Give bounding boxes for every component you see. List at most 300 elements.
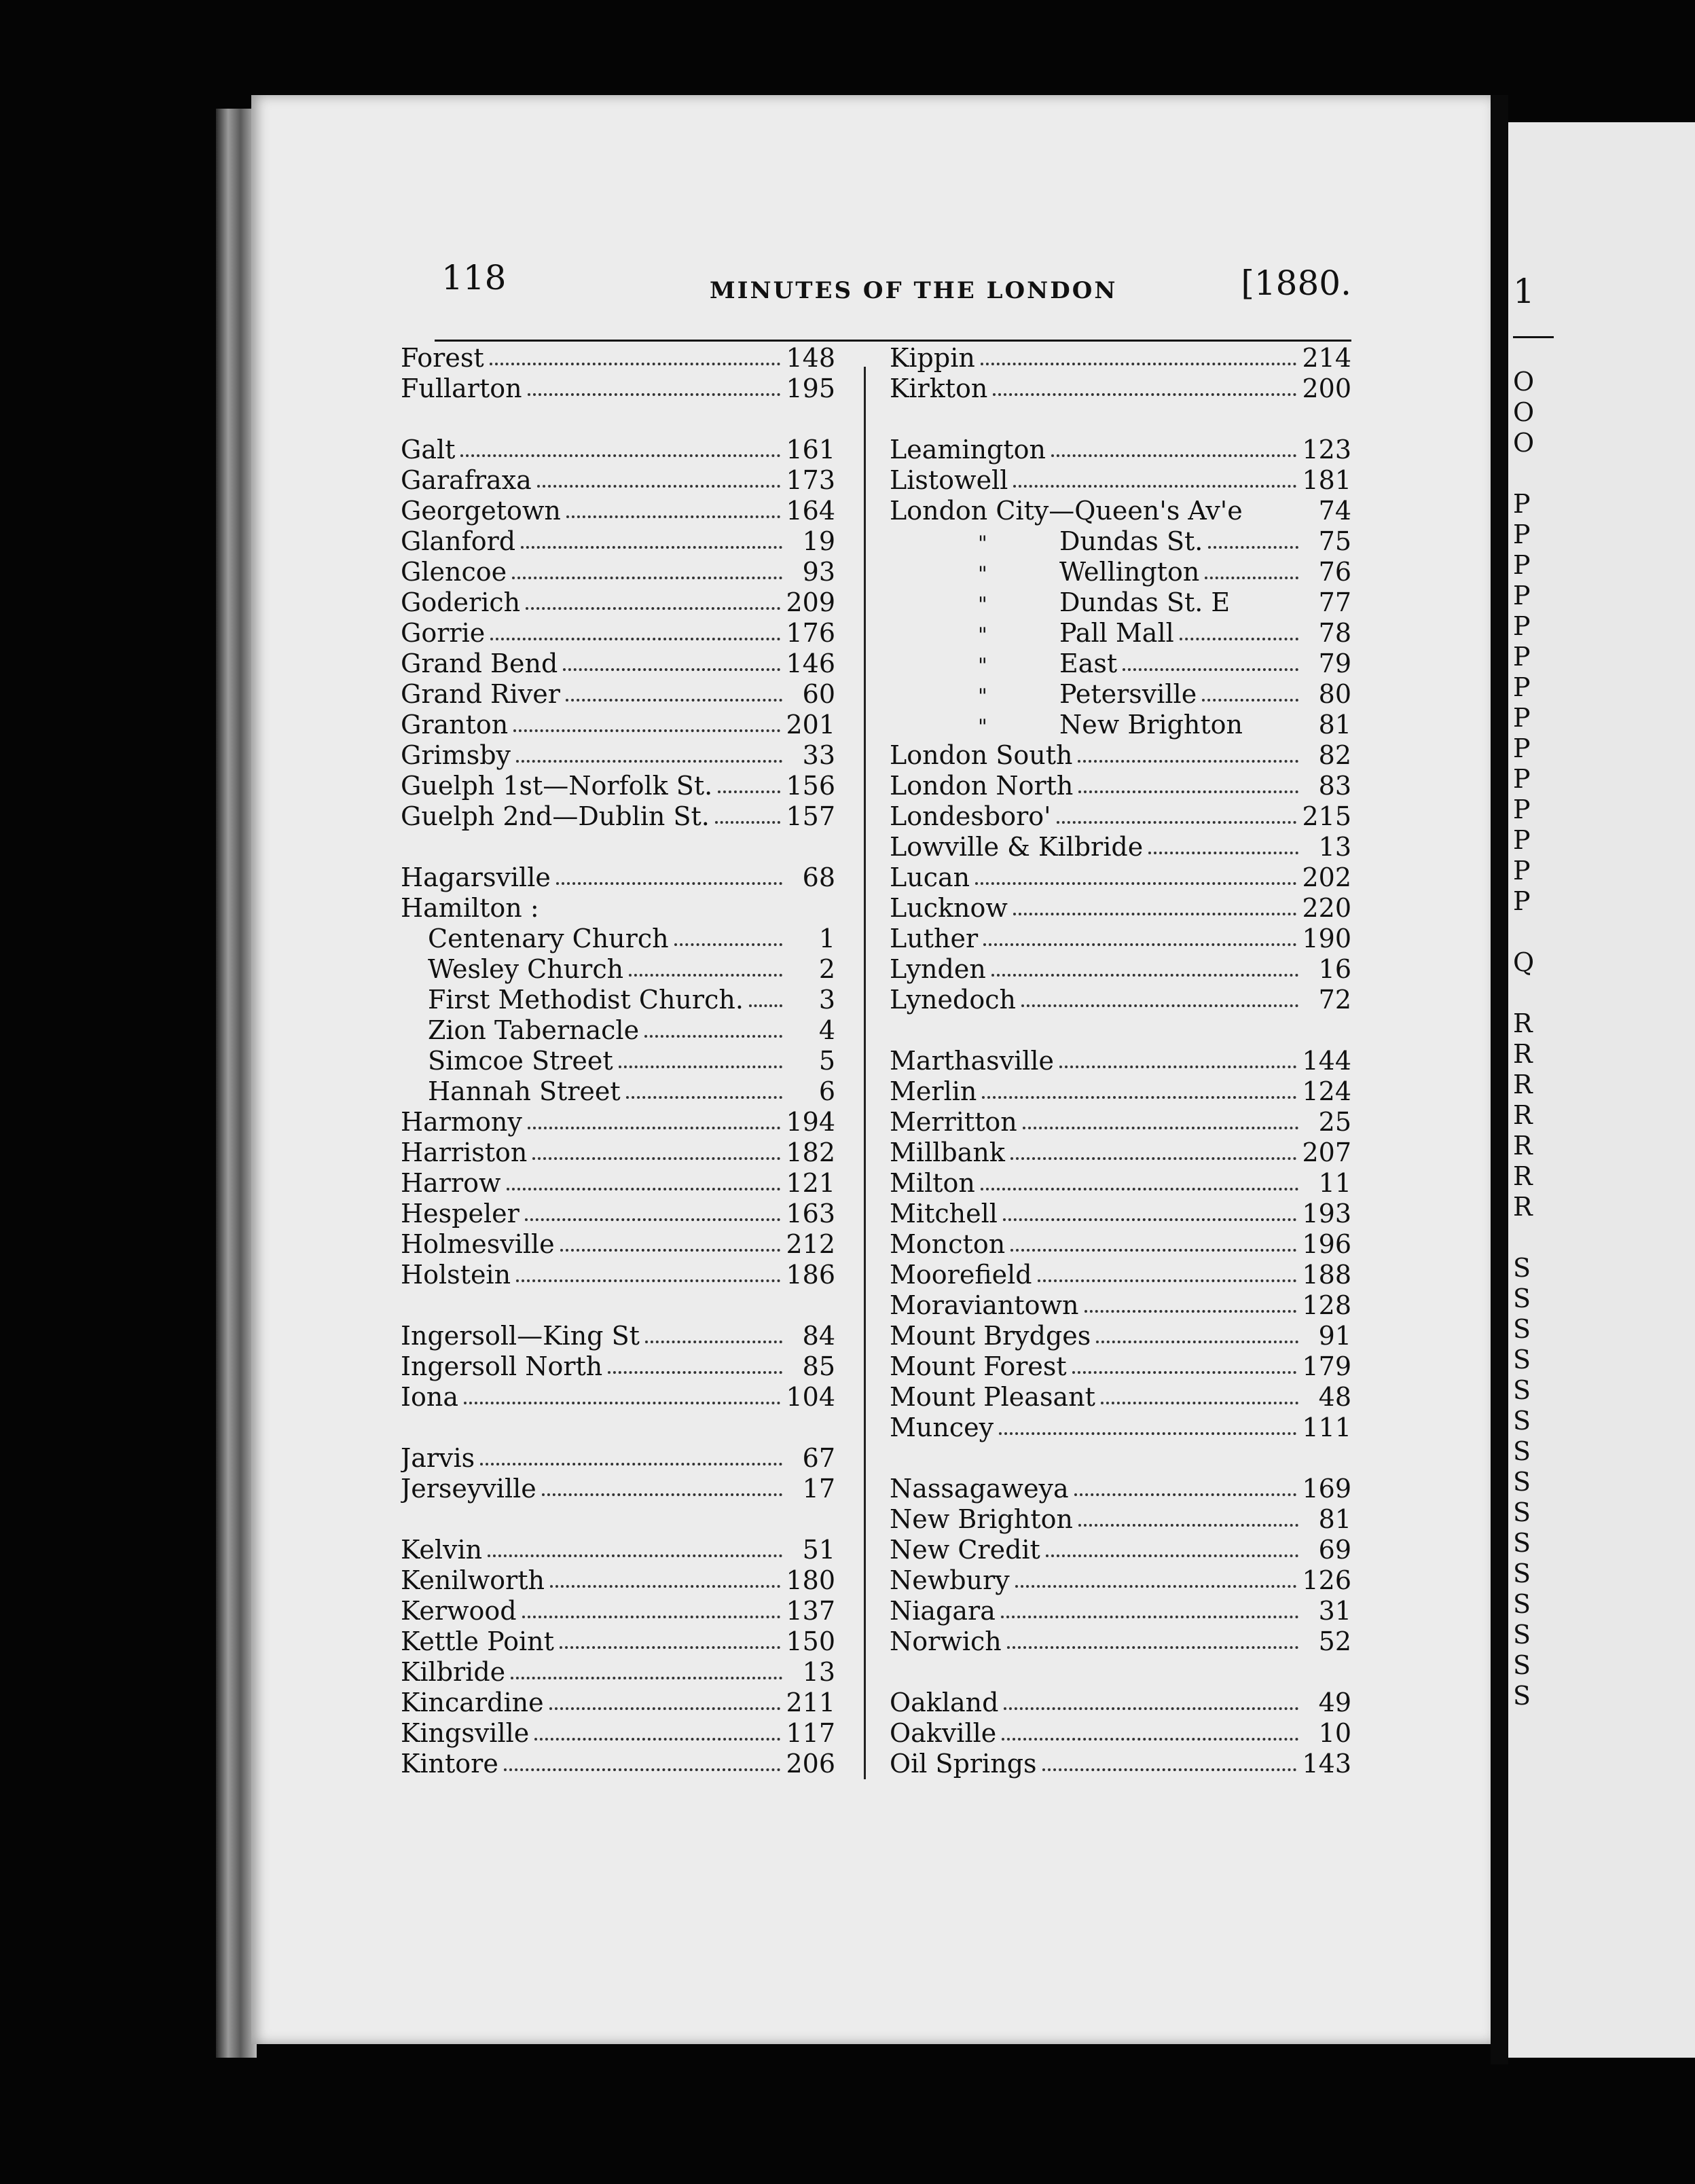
dot-leader	[560, 1646, 781, 1649]
entry-label: First Methodist Church.	[428, 985, 744, 1015]
entry-name	[890, 832, 1143, 862]
index-entry	[890, 1504, 1351, 1535]
edge-letter: P	[1513, 489, 1531, 519]
entry-label: Goderich	[401, 587, 521, 617]
dot-leader	[537, 485, 781, 488]
page-header	[435, 244, 1351, 342]
index-entry	[401, 649, 835, 679]
entry-number: 194	[786, 1107, 835, 1137]
index-entry	[890, 1565, 1351, 1596]
index-entry	[890, 1596, 1351, 1626]
entry-number: 209	[786, 587, 835, 617]
entry-gap	[401, 404, 835, 435]
entry-label: Guelph 1st—Norfolk St.	[401, 771, 713, 801]
dot-leader	[1085, 1310, 1297, 1313]
dot-leader	[549, 1707, 781, 1710]
entry-name	[890, 1138, 1005, 1168]
dot-leader	[521, 546, 782, 549]
entry-label: Centenary Church	[428, 924, 669, 953]
edge-letter: P	[1513, 795, 1531, 824]
book-gutter	[1491, 95, 1508, 2064]
entry-label: Harriston	[401, 1138, 528, 1167]
index-entry	[401, 1015, 835, 1046]
entry-number: 104	[786, 1382, 835, 1412]
dot-leader	[534, 1738, 780, 1741]
book-edge	[216, 109, 257, 2058]
index-entry	[890, 1107, 1351, 1138]
dot-leader	[629, 974, 782, 977]
index-entry	[890, 1229, 1351, 1260]
index-entry	[401, 924, 835, 954]
entry-name	[401, 1596, 517, 1626]
entry-name	[890, 1504, 1073, 1535]
right-page-rule	[1513, 336, 1554, 338]
dot-leader	[1021, 1004, 1298, 1007]
edge-letter: Q	[1513, 947, 1535, 977]
edge-letter: R	[1513, 1039, 1533, 1069]
dot-leader	[1023, 1127, 1298, 1129]
dot-leader	[504, 1768, 781, 1771]
dot-leader	[1010, 1157, 1297, 1160]
index-entry	[401, 1107, 835, 1138]
entry-label: Marthasville	[890, 1046, 1055, 1076]
entry-name	[890, 954, 986, 985]
entry-label: Simcoe Street	[428, 1046, 613, 1076]
entry-label: Dundas St. E	[1059, 587, 1231, 617]
entry-label: Kirkton	[890, 374, 988, 403]
entry-name	[401, 1321, 640, 1351]
entry-number: 111	[1302, 1413, 1351, 1442]
entry-name	[401, 1474, 536, 1504]
entry-label: Granton	[401, 710, 509, 740]
ditto-mark: "	[978, 532, 987, 556]
entry-number: 144	[1302, 1046, 1351, 1076]
entry-label: New Credit	[890, 1535, 1040, 1565]
dot-leader	[507, 1188, 781, 1190]
dot-leader	[1057, 821, 1297, 824]
index-entry	[890, 1413, 1351, 1443]
dot-leader	[464, 1402, 780, 1404]
index-entry	[890, 1749, 1351, 1779]
entry-label: Lynden	[890, 954, 986, 984]
entry-label: Georgetown	[401, 496, 561, 526]
entry-name	[890, 618, 1174, 649]
entry-label: Millbank	[890, 1138, 1005, 1167]
dot-leader	[1123, 668, 1298, 671]
index-entry	[890, 985, 1351, 1015]
edge-letter: S	[1513, 1650, 1531, 1680]
entry-name	[401, 1382, 458, 1413]
entry-name	[890, 740, 1072, 771]
right-page-year-fragment: 1	[1513, 272, 1535, 311]
entry-name	[890, 1290, 1079, 1321]
dot-leader	[566, 515, 781, 518]
index-entry	[401, 465, 835, 496]
entry-name	[890, 1076, 977, 1107]
dot-leader	[513, 729, 780, 732]
index-entry	[401, 496, 835, 526]
entry-label: Ingersoll North	[401, 1351, 603, 1381]
entry-name	[890, 1321, 1091, 1351]
entry-label: Listowell	[890, 465, 1008, 495]
dot-leader	[674, 943, 782, 946]
index-entry	[890, 1290, 1351, 1321]
dot-leader	[1004, 1707, 1298, 1710]
entry-label: Grand Bend	[401, 649, 558, 678]
entry-label: East	[1059, 649, 1118, 678]
entry-name	[890, 1382, 1095, 1413]
entry-name	[401, 1229, 555, 1260]
dot-leader	[1074, 1493, 1297, 1496]
entry-number: 1	[818, 924, 835, 953]
entry-name	[401, 649, 558, 679]
index-entry	[401, 435, 835, 465]
edge-letter: P	[1513, 550, 1531, 580]
entry-number: 85	[802, 1351, 835, 1381]
edge-letter: R	[1513, 1070, 1533, 1099]
entry-number: 2	[818, 954, 835, 984]
index-entry	[890, 465, 1351, 496]
edge-letter: S	[1513, 1436, 1531, 1466]
index-column-middle	[890, 343, 1351, 1779]
entry-name	[890, 1626, 1002, 1657]
entry-number: 173	[786, 465, 835, 495]
dot-leader	[1078, 760, 1298, 763]
entry-label: Nassagaweya	[890, 1474, 1069, 1504]
dot-leader	[981, 1188, 1298, 1190]
edge-letter: S	[1513, 1497, 1531, 1527]
entry-label: Newbury	[890, 1565, 1010, 1595]
entry-label: Petersville	[1059, 679, 1197, 709]
entry-gap	[890, 1657, 1351, 1688]
entry-label: Lucknow	[890, 893, 1008, 923]
entry-label: Oakland	[890, 1688, 999, 1717]
index-entry	[401, 893, 835, 924]
entry-name	[890, 557, 1199, 587]
dot-leader	[1078, 1524, 1298, 1527]
entry-label: Kingsville	[401, 1718, 530, 1748]
entry-name	[890, 1107, 1017, 1138]
year-label: [1880.	[1241, 263, 1351, 303]
entry-name	[401, 1688, 544, 1718]
index-entry	[890, 1321, 1351, 1351]
entry-label: Fullarton	[401, 374, 522, 403]
index-entry	[401, 710, 835, 740]
entry-label: Moncton	[890, 1229, 1006, 1259]
entry-number: 81	[1318, 1504, 1351, 1534]
dot-leader	[1013, 485, 1296, 488]
edge-letter: S	[1513, 1253, 1531, 1283]
index-entry	[401, 1443, 835, 1474]
entry-number: 10	[1318, 1718, 1351, 1748]
entry-number: 19	[802, 526, 835, 556]
entry-number: 146	[786, 649, 835, 678]
dot-leader	[480, 1463, 782, 1466]
index-entry	[890, 1688, 1351, 1718]
ditto-mark: "	[978, 654, 987, 678]
index-entry	[890, 374, 1351, 404]
entry-label: Grand River	[401, 679, 560, 709]
dot-leader	[490, 363, 781, 365]
entry-number: 176	[786, 618, 835, 648]
entry-number: 84	[802, 1321, 835, 1351]
right-page-letters	[1513, 367, 1554, 1711]
dot-leader	[1002, 1738, 1298, 1741]
edge-letter	[1513, 1222, 1554, 1253]
entry-label: Hespeler	[401, 1199, 520, 1228]
entry-label: Kettle Point	[401, 1626, 554, 1656]
index-entry	[401, 1626, 835, 1657]
dot-leader	[1078, 790, 1298, 793]
entry-number: 200	[1302, 374, 1351, 403]
index-entry	[890, 740, 1351, 771]
index-entry	[401, 587, 835, 618]
index-entry	[890, 343, 1351, 374]
entry-number: 211	[786, 1688, 835, 1717]
edge-letter: P	[1513, 764, 1531, 794]
index-entry	[890, 1626, 1351, 1657]
entry-label: Dundas St.	[1059, 526, 1203, 556]
entry-label: Galt	[401, 435, 456, 465]
dot-leader	[528, 1127, 781, 1129]
entry-name	[890, 710, 1243, 740]
entry-name	[401, 587, 520, 618]
index-entry	[401, 557, 835, 587]
entry-name	[890, 649, 1117, 679]
entry-name	[401, 435, 455, 465]
entry-name	[890, 1535, 1040, 1565]
entry-number: 121	[786, 1168, 835, 1198]
entry-name	[401, 465, 532, 496]
entry-label: New Brighton	[1059, 710, 1243, 740]
entry-name	[401, 679, 560, 710]
index-entry	[401, 1199, 835, 1229]
entry-number: 69	[1318, 1535, 1351, 1565]
index-entry	[890, 1076, 1351, 1107]
dot-leader	[1051, 454, 1296, 457]
entry-number: 31	[1318, 1596, 1351, 1626]
entry-label: Luther	[890, 924, 979, 953]
entry-number: 93	[802, 557, 835, 587]
index-entry	[401, 740, 835, 771]
edge-letter: P	[1513, 520, 1531, 549]
dot-leader	[556, 882, 782, 885]
entry-label: Norwich	[890, 1626, 1002, 1656]
dot-leader	[1010, 1249, 1296, 1252]
entry-name	[401, 801, 710, 832]
entry-label: Harmony	[401, 1107, 522, 1137]
entry-label: Jarvis	[401, 1443, 475, 1473]
entry-label: Glanford	[401, 526, 516, 556]
entry-number: 5	[818, 1046, 835, 1076]
entry-label: Holstein	[401, 1260, 511, 1290]
entry-number: 163	[786, 1199, 835, 1228]
index-entry	[401, 526, 835, 557]
edge-letter: P	[1513, 581, 1531, 611]
entry-number: 13	[802, 1657, 835, 1687]
entry-label: Lowville & Kilbride	[890, 832, 1144, 862]
edge-letter: P	[1513, 856, 1531, 886]
index-entry	[890, 557, 1351, 587]
dot-leader	[563, 668, 780, 671]
entry-name	[401, 771, 712, 801]
entry-name	[890, 862, 970, 893]
entry-name	[401, 1015, 639, 1046]
entry-label: Moraviantown	[890, 1290, 1079, 1320]
index-entry	[890, 1382, 1351, 1413]
dot-leader	[1015, 1585, 1297, 1588]
index-entry	[890, 679, 1351, 710]
entry-number: 207	[1302, 1138, 1351, 1167]
dot-leader	[718, 790, 780, 793]
index-entry	[890, 1535, 1351, 1565]
entry-name	[401, 1535, 482, 1565]
entry-number: 190	[1302, 924, 1351, 953]
index-entry	[890, 771, 1351, 801]
dot-leader	[1148, 852, 1298, 854]
entry-gap	[401, 1290, 835, 1321]
entry-gap	[890, 1015, 1351, 1046]
dot-leader	[1101, 1402, 1298, 1404]
entry-name	[890, 465, 1008, 496]
dot-leader	[522, 1616, 781, 1618]
index-entry	[890, 1046, 1351, 1076]
entry-label: Gorrie	[401, 618, 486, 648]
entry-label: Milton	[890, 1168, 975, 1198]
entry-name	[401, 1260, 511, 1290]
dot-leader	[1180, 638, 1298, 640]
edge-letter: R	[1513, 1100, 1533, 1130]
entry-label: Jerseyville	[401, 1474, 536, 1504]
dot-leader	[560, 1249, 781, 1252]
entry-number: 33	[802, 740, 835, 770]
index-entry	[890, 618, 1351, 649]
entry-number: 150	[786, 1626, 835, 1656]
dot-leader	[749, 1004, 782, 1007]
entry-number: 196	[1302, 1229, 1351, 1259]
entry-number: 195	[786, 374, 835, 403]
entry-number: 215	[1302, 801, 1351, 831]
entry-name	[401, 924, 669, 954]
dot-leader	[516, 1279, 780, 1282]
index-entry	[401, 1229, 835, 1260]
index-entry	[890, 954, 1351, 985]
entry-name	[890, 1413, 994, 1443]
entry-name	[401, 1138, 527, 1168]
entry-name	[890, 1688, 998, 1718]
entry-label: Niagara	[890, 1596, 996, 1626]
entry-name	[401, 343, 484, 374]
dot-leader	[1072, 1371, 1297, 1374]
dot-leader	[1096, 1341, 1298, 1343]
dot-leader	[488, 1554, 782, 1557]
entry-label: London City—Queen's Av'e	[890, 496, 1243, 526]
entry-number: 49	[1318, 1688, 1351, 1717]
entry-name	[890, 526, 1203, 557]
entry-name	[401, 1168, 501, 1199]
dot-leader	[525, 1218, 781, 1221]
entry-name	[890, 679, 1197, 710]
entry-number: 82	[1318, 740, 1351, 770]
entry-number: 143	[1302, 1749, 1351, 1779]
entry-name	[401, 1657, 505, 1688]
entry-number: 3	[818, 985, 835, 1015]
index-entry	[401, 1260, 835, 1290]
entry-number: 52	[1318, 1626, 1351, 1656]
entry-label: Wesley Church	[428, 954, 624, 984]
entry-number: 80	[1318, 679, 1351, 709]
entry-name	[401, 1107, 522, 1138]
edge-letter: S	[1513, 1681, 1531, 1711]
entry-label: Merritton	[890, 1107, 1017, 1137]
entry-label: Muncey	[890, 1413, 994, 1442]
index-entry	[401, 771, 835, 801]
index-entry	[401, 679, 835, 710]
edge-letter: S	[1513, 1467, 1531, 1497]
edge-letter: S	[1513, 1559, 1531, 1588]
entry-number: 182	[786, 1138, 835, 1167]
entry-number: 72	[1318, 985, 1351, 1015]
index-entry	[401, 1168, 835, 1199]
entry-name	[890, 496, 1243, 526]
dot-leader	[1202, 699, 1298, 702]
edge-letter: O	[1513, 397, 1535, 427]
index-entry	[401, 1596, 835, 1626]
entry-number: 74	[1318, 496, 1351, 526]
dot-leader	[1038, 1279, 1297, 1282]
entry-label: London South	[890, 740, 1073, 770]
entry-name	[401, 1749, 498, 1779]
index-entry	[401, 1321, 835, 1351]
entry-number: 188	[1302, 1260, 1351, 1290]
entry-name	[401, 496, 561, 526]
dot-leader	[982, 1096, 1296, 1099]
entry-name	[890, 435, 1046, 465]
entry-name	[890, 587, 1230, 618]
index-entry	[890, 710, 1351, 740]
index-entry	[401, 343, 835, 374]
entry-number: 68	[802, 862, 835, 892]
running-title: MINUTES OF THE LONDON	[710, 277, 1118, 304]
entry-name	[890, 1260, 1032, 1290]
edge-letter: P	[1513, 672, 1531, 702]
entry-number: 180	[786, 1565, 835, 1595]
entry-number: 91	[1318, 1321, 1351, 1351]
entry-name	[890, 985, 1016, 1015]
dot-leader	[626, 1096, 782, 1099]
entry-name	[401, 618, 485, 649]
entry-name	[890, 771, 1073, 801]
index-entry	[401, 1046, 835, 1076]
edge-letter	[1513, 458, 1554, 489]
dot-leader	[983, 943, 1296, 946]
index-entry	[890, 801, 1351, 832]
entry-name	[890, 1351, 1067, 1382]
dot-leader	[715, 821, 781, 824]
entry-name	[890, 1474, 1069, 1504]
entry-number: 164	[786, 496, 835, 526]
entry-label: Kippin	[890, 343, 975, 373]
index-entry	[890, 1260, 1351, 1290]
entry-name	[401, 862, 551, 893]
entry-number: 124	[1302, 1076, 1351, 1106]
entry-number: 78	[1318, 618, 1351, 648]
index-entry	[401, 1657, 835, 1688]
entry-number: 202	[1302, 862, 1351, 892]
dot-leader	[512, 577, 782, 579]
dot-leader	[981, 363, 1297, 365]
index-entry	[401, 1749, 835, 1779]
